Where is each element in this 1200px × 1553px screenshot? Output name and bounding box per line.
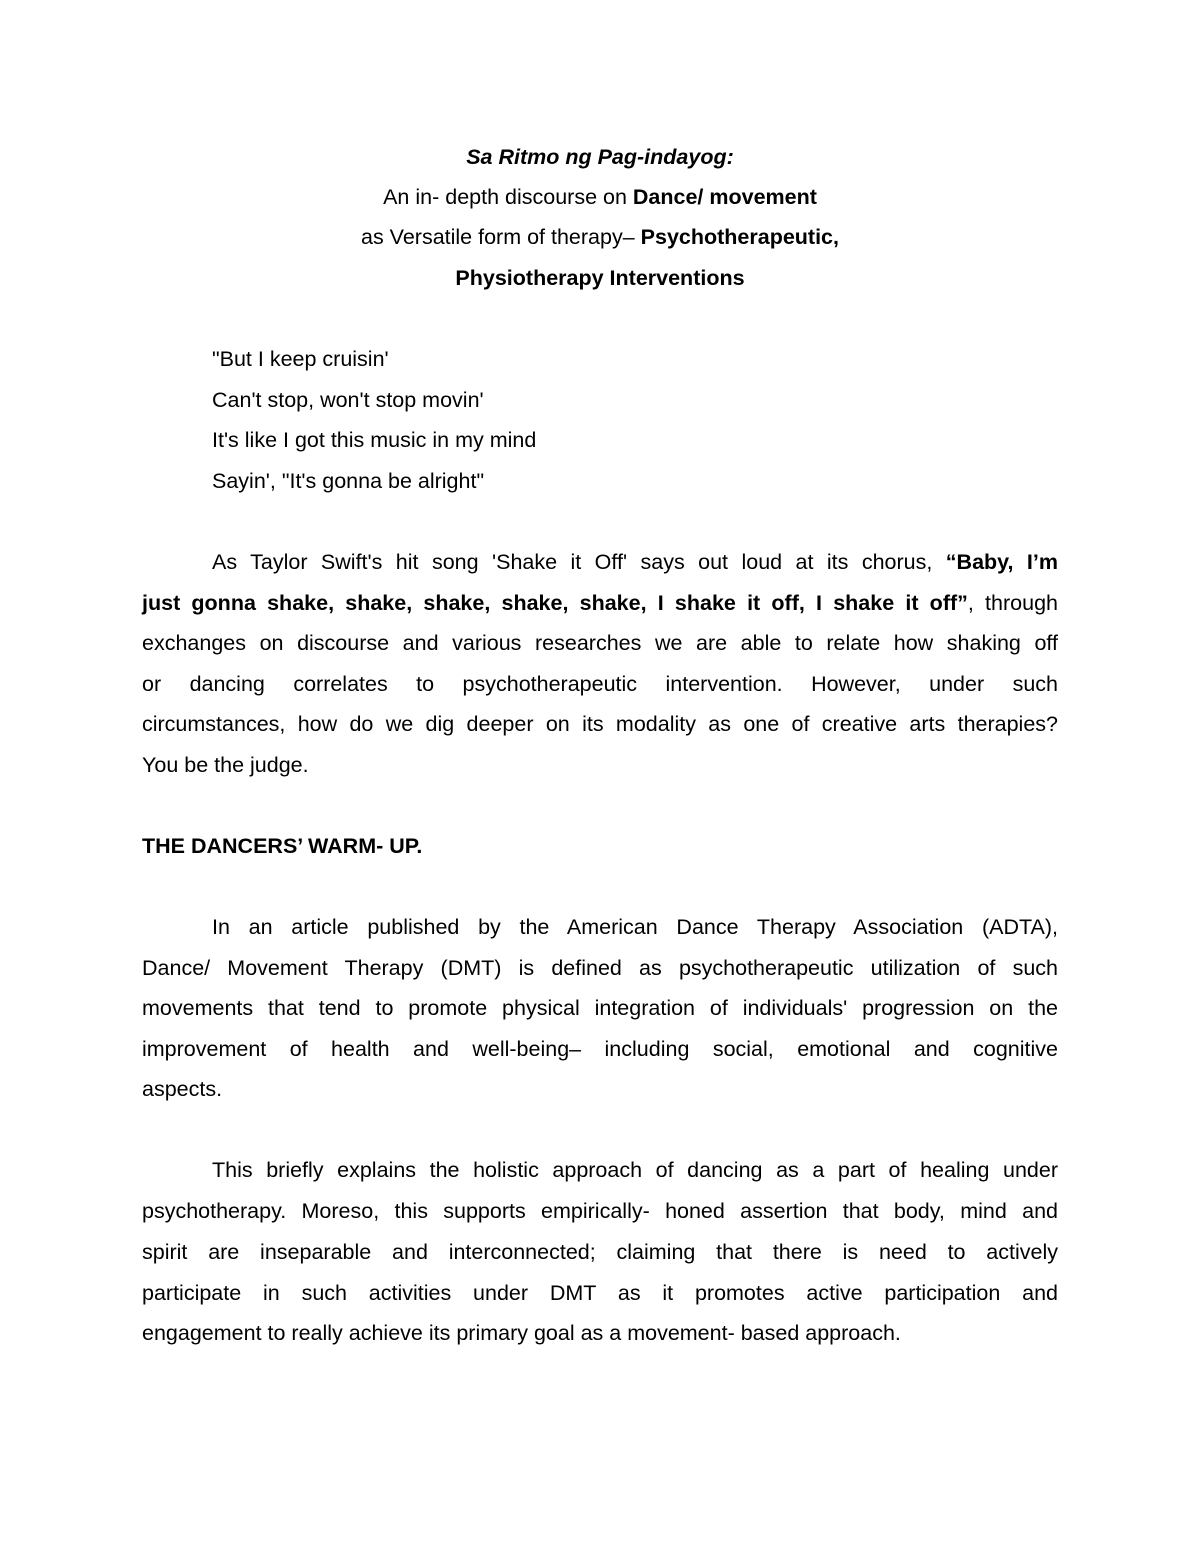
intro-line-1-bold: “Baby, I’m — [945, 550, 1058, 574]
para1-line: improvement of health and well-being– including social, emotional and cognitive — [142, 1037, 1058, 1061]
para1-line: In an article published by the American Dance Therapy Association (ADTA), — [212, 915, 1058, 939]
intro-line-1 — [212, 547, 1058, 577]
intro-line-4: or dancing correlates to psychotherapeutic intervention. However, under such — [142, 672, 1058, 696]
intro-line-2 — [142, 588, 1058, 618]
intro-line-3: exchanges on discourse and various researches we are able to relate how shaking off — [142, 631, 1058, 655]
title-line-1: Sa Ritmo ng Pag-indayog: — [466, 145, 734, 169]
lyric-line: Sayin', "It's gonna be alright" — [212, 469, 485, 493]
title-line-2-text: An in- depth discourse on — [383, 185, 633, 209]
title-line-2-bold: Dance/ movement — [632, 185, 817, 209]
title-line-4: Physiotherapy Interventions — [455, 266, 745, 290]
para2-line: This briefly explains the holistic approach of dancing as a part of healing under — [212, 1158, 1058, 1182]
title-line-3 — [0, 222, 1200, 252]
intro-line-2-bold: just gonna shake, shake, shake, shake, shake, I shake it off, I shake it off” — [142, 591, 968, 615]
section-heading: THE DANCERS’ WARM- UP. — [142, 834, 423, 858]
para2-line: spirit are inseparable and interconnected; claiming that there is need to actively — [142, 1240, 1058, 1264]
lyric-line: Can't stop, won't stop movin' — [212, 388, 484, 412]
para2-line: participate in such activities under DMT as it promotes active participation and — [142, 1281, 1058, 1305]
title-line-2 — [0, 182, 1200, 212]
intro-line-1-text: As Taylor Swift's hit song 'Shake it Off' says out loud at its chorus, — [212, 550, 946, 574]
para1-line: aspects. — [142, 1077, 223, 1101]
lyric-line: "But I keep cruisin' — [212, 347, 389, 371]
intro-line-5: circumstances, how do we dig deeper on its modality as one of creative arts therapies? — [142, 712, 1058, 736]
lyric-line: It's like I got this music in my mind — [212, 428, 537, 452]
intro-line-2-text: , through — [967, 591, 1058, 615]
para1-line: movements that tend to promote physical integration of individuals' progression on the — [142, 996, 1058, 1020]
title-line-3-text: as Versatile form of therapy– — [361, 225, 641, 249]
intro-line-6: You be the judge. — [142, 753, 309, 777]
para2-line: engagement to really achieve its primary goal as a movement- based approach. — [142, 1321, 901, 1345]
para2-line: psychotherapy. Moreso, this supports empirically- honed assertion that body, mind and — [142, 1199, 1058, 1223]
para1-line: Dance/ Movement Therapy (DMT) is defined as psychotherapeutic utilization of such — [142, 956, 1058, 980]
title-line-3-bold: Psychotherapeutic, — [640, 225, 839, 249]
